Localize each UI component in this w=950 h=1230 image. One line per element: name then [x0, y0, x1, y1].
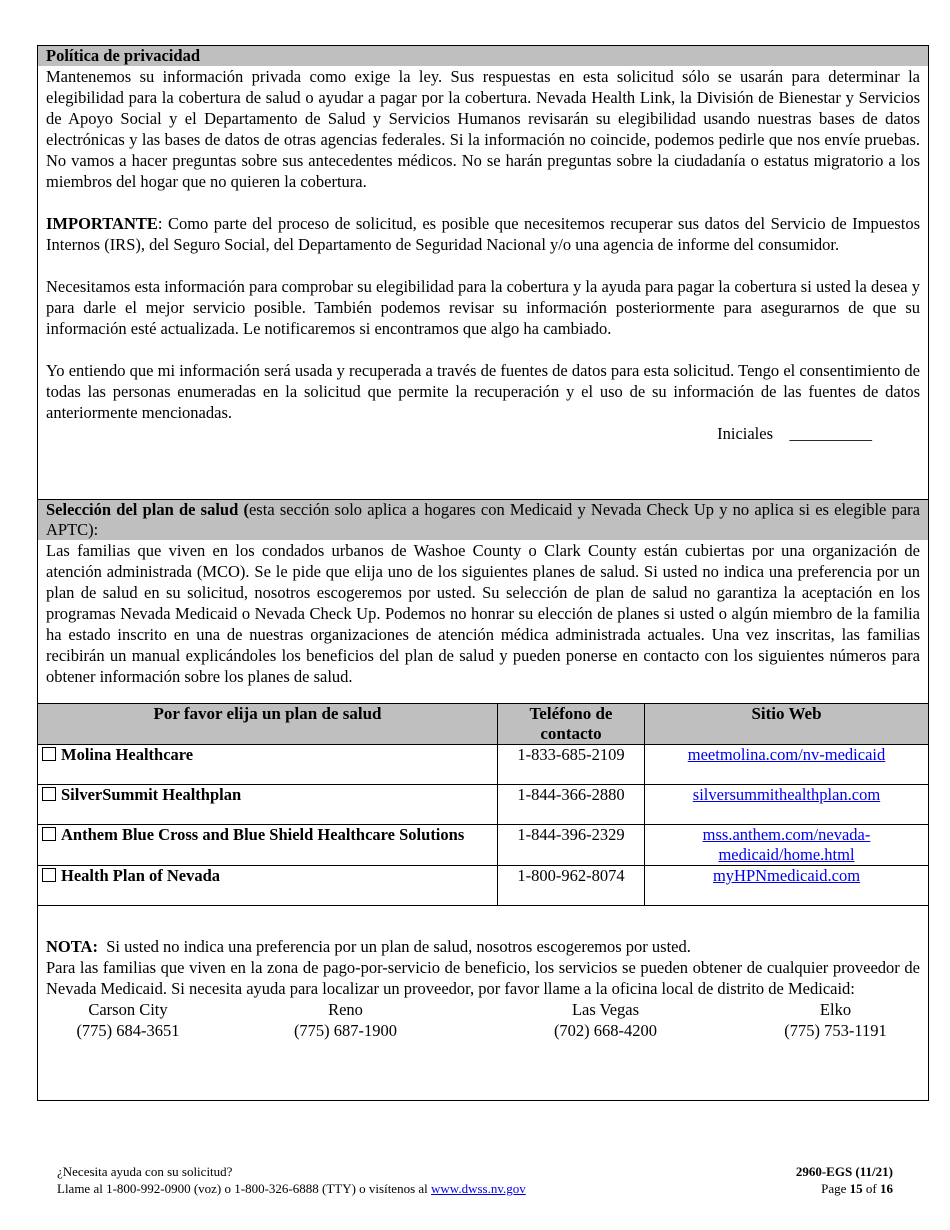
plan-phone: 1-800-962-8074 — [498, 866, 645, 906]
plan-phone: 1-844-396-2329 — [498, 825, 645, 866]
ffs-text: Para las familias que viven en la zona de pago-por-servicio de beneficio, los servicios se pueden obtener de cualquier proveedor de Nevada Medicaid. Si necesita ayuda para localizar un proveedor, por favor llame a la oficina local de distrito de Medicaid: — [46, 958, 920, 998]
table-row — [38, 825, 928, 866]
office-city: Las Vegas — [571, 1000, 640, 1019]
plan-name: Anthem Blue Cross and Blue Shield Healthcare Solutions — [61, 825, 465, 844]
page-number: Page 15 of 16 — [821, 1181, 893, 1196]
office-las-vegas — [543, 999, 668, 1041]
office-phone: (775) 753-1191 — [784, 1021, 887, 1040]
office-reno — [283, 999, 408, 1041]
plan-selection-intro: Las familias que viven en los condados urbanos de Washoe County o Clark County están cubiertas por una organización de atención administrada (MCO). Se le pide que elija uno de los siguientes planes de salud. Si usted no indica una preferencia por un plan de salud en su solicitud, nosotros escogeremos por usted. Su selección de plan de salud no garantiza la aceptación en los programas Nevada Medicaid o Nevada Check Up. Podemos no honrar su elección de planes si usted o algún miembro de la familia ha estado inscrito en una de nuestras organizaciones de atención médica administrada actuales. Una vez inscritas, las familias recibirán un manual explicándoles los beneficios del plan de salud y pueden ponerse en contacto con los siguientes números para obtener información sobre los planes de salud. — [46, 541, 920, 686]
checkbox[interactable] — [42, 747, 56, 761]
nota-text: Si usted no indica una preferencia por un plan de salud, nosotros escogeremos por usted. — [97, 937, 691, 956]
plan-name: Health Plan of Nevada — [61, 866, 221, 885]
plan-selection-title — [38, 500, 928, 540]
form-id: 2960-EGS (11/21) — [795, 1164, 893, 1179]
plan-option-silversummit[interactable] — [38, 785, 498, 825]
plans-table — [38, 703, 928, 906]
initials-line[interactable]: __________ — [789, 424, 872, 443]
privacy-title: Política de privacidad — [38, 46, 928, 66]
table-row — [38, 745, 928, 785]
footer-help — [57, 1163, 526, 1197]
plans-header-phone: Teléfono de contacto — [498, 704, 645, 745]
plan-option-anthem[interactable] — [38, 825, 498, 866]
plan-selection-title-bold: Selección del plan de salud ( — [46, 500, 249, 519]
plan-option-molina[interactable] — [38, 745, 498, 785]
plan-web-link[interactable]: meetmolina.com/nv-medicaid — [687, 745, 886, 764]
office-phone: (775) 684-3651 — [76, 1021, 180, 1040]
office-carson-city — [68, 999, 188, 1041]
office-phone: (775) 687-1900 — [293, 1021, 398, 1040]
footer-form-info — [796, 1163, 893, 1197]
footer-help-call: Llame al 1-800-992-0900 (voz) o 1-800-326-6888 (TTY) o visítenos al www.dwss.nv.gov — [57, 1181, 526, 1196]
footer-help-question: ¿Necesita ayuda con su solicitud? — [57, 1164, 233, 1179]
plan-option-hpn[interactable] — [38, 866, 498, 906]
checkbox[interactable] — [42, 827, 56, 841]
plan-phone: 1-844-366-2880 — [498, 785, 645, 825]
office-phone: (702) 668-4200 — [553, 1021, 658, 1040]
plans-header-plan: Por favor elija un plan de salud — [38, 704, 498, 745]
checkbox[interactable] — [42, 787, 56, 801]
plans-table-header — [38, 704, 928, 745]
nota-line — [46, 936, 920, 957]
privacy-paragraph-4: Yo entiendo que mi información será usada y recuperada a través de fuentes de datos para esta solicitud. Tengo el consentimiento de todas las personas enumeradas en la solicitud que permite la recuperación y el uso de su información de las fuentes de datos anteriormente mencionadas. — [46, 361, 920, 422]
privacy-paragraph-3: Necesitamos esta información para comprobar su elegibilidad para la cobertura y la ayuda para pagar la cobertura si usted la desea y para darle el mejor servicio posible. También podemos revisar su información posteriormente para asegurarnos de que su información esté actualizada. Le notificaremos si encontramos que algo ha cambiado. — [46, 277, 920, 338]
table-row — [38, 785, 928, 825]
privacy-body — [38, 66, 928, 444]
privacy-paragraph-1: Mantenemos su información privada como exige la ley. Sus respuestas en esta solicitud sólo se usarán para determinar la elegibilidad para la cobertura de salud o ayudar a pagar por la cobertura. Nevada Health Link, la División de Bienestar y Servicios de Apoyo Social y el Departamento de Salud y Servicios Humanos revisarán su elegibilidad usando nuestras bases de datos electrónicas y las bases de datos de otras agencias federales. Si la información no coincide, podemos pedirle que nos envíe pruebas. No vamos a hacer preguntas sobre sus antecedentes médicos. No se harán preguntas sobre la ciudadanía o estatus migratorio a los miembros del hogar que no quieren la cobertura. — [46, 67, 920, 191]
plan-phone: 1-833-685-2109 — [498, 745, 645, 785]
initials-row[interactable] — [46, 423, 920, 444]
plan-selection-section — [37, 499, 929, 1101]
plan-name: SilverSummit Healthplan — [61, 785, 242, 804]
privacy-paragraph-important — [46, 213, 920, 255]
office-city: Reno — [328, 1000, 363, 1019]
nota-block — [38, 936, 928, 999]
plan-web-link[interactable]: mss.anthem.com/nevada-medicaid/home.html — [702, 825, 871, 864]
plan-selection-title-rest: esta sección solo aplica a hogares con Medicaid y Nevada Check Up y no aplica si es elegible para APTC): — [46, 500, 920, 539]
plan-web-link[interactable]: myHPNmedicaid.com — [712, 866, 861, 885]
important-text: : Como parte del proceso de solicitud, es posible que necesitemos recuperar sus datos del Servicio de Impuestos Internos (IRS), del Seguro Social, del Departamento de Seguridad Nacional y/o una agencia de informe del consumidor. — [46, 214, 920, 254]
plan-web-link[interactable]: silversummithealthplan.com — [692, 785, 881, 804]
table-row — [38, 866, 928, 906]
privacy-section — [37, 45, 929, 500]
office-elko — [773, 999, 898, 1041]
important-label: IMPORTANTE — [46, 214, 158, 233]
nota-label: NOTA: — [46, 937, 98, 956]
checkbox[interactable] — [42, 868, 56, 882]
footer-website-link[interactable]: www.dwss.nv.gov — [431, 1181, 526, 1196]
office-city: Elko — [819, 1000, 852, 1019]
office-city: Carson City — [88, 1000, 168, 1019]
initials-label: Iniciales — [717, 424, 773, 443]
plan-name: Molina Healthcare — [61, 745, 194, 764]
plans-header-web: Sitio Web — [645, 704, 929, 745]
